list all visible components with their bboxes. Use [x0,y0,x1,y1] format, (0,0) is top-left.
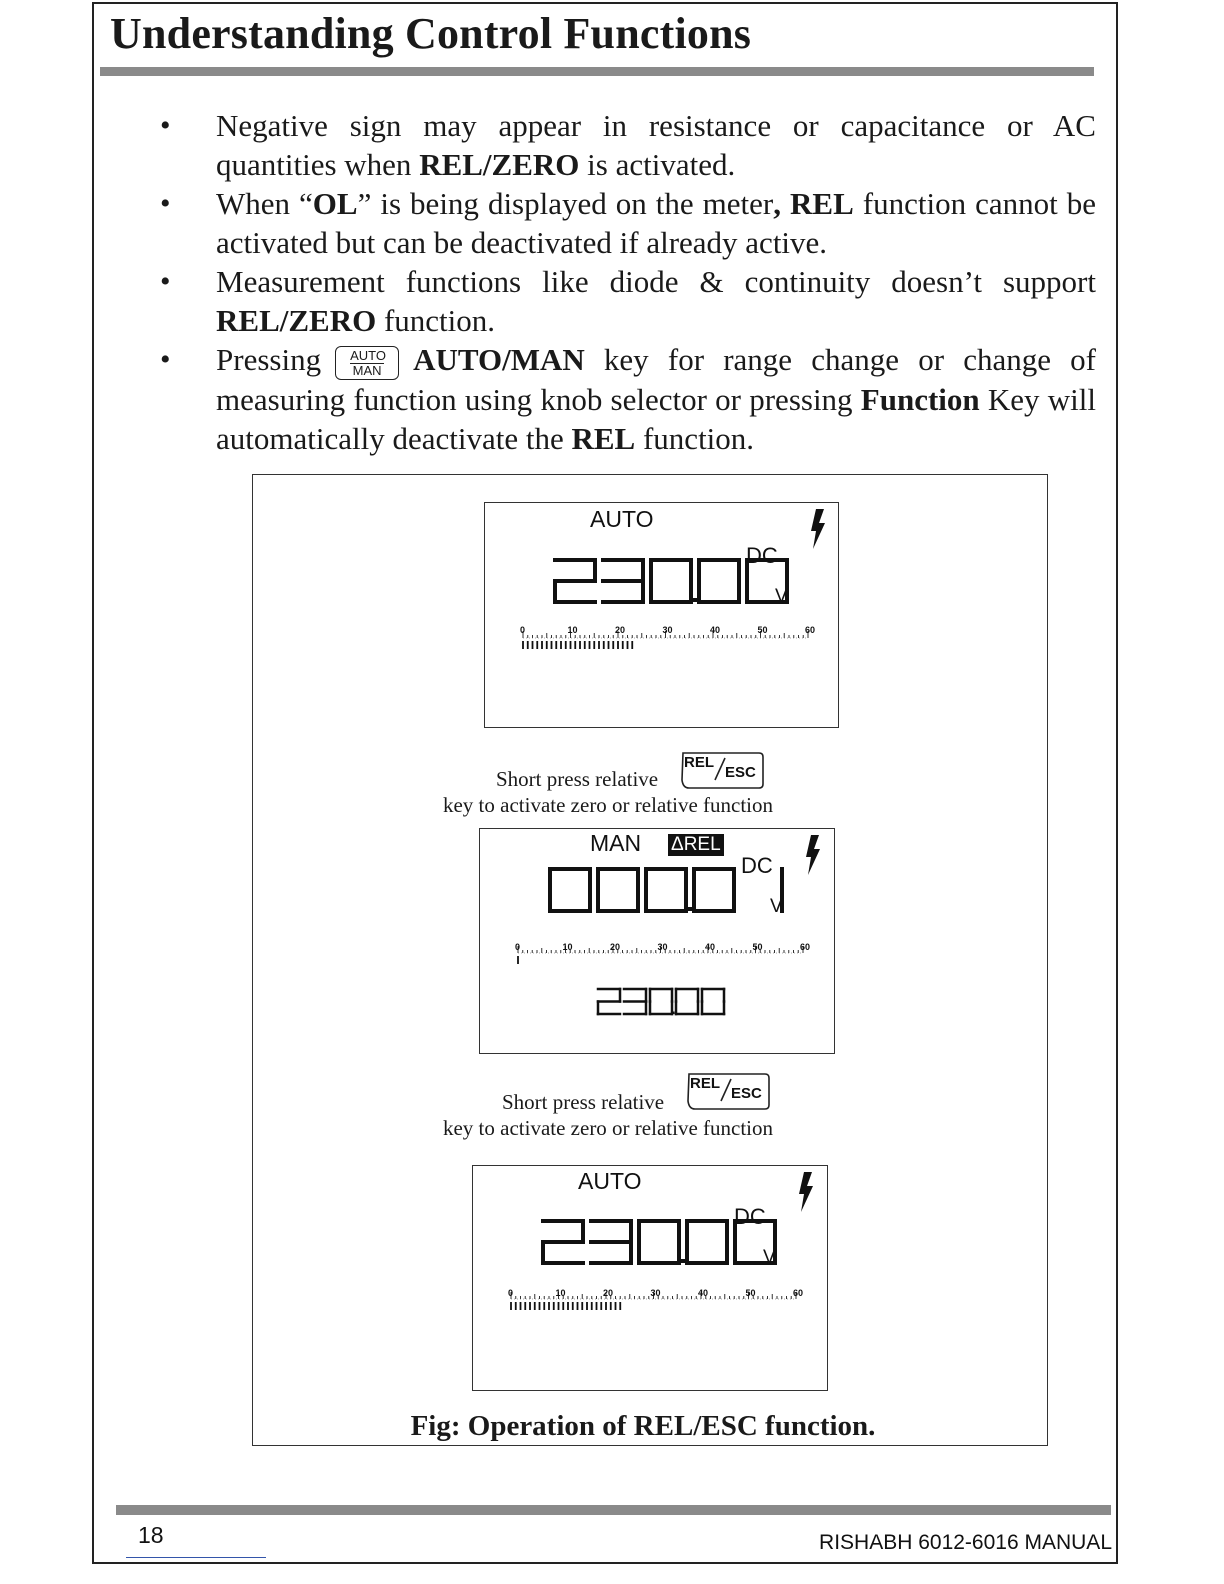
seven-segment-digit [687,1221,727,1263]
bargraph-segment [548,1302,550,1310]
bargraph-segment [584,641,586,649]
bullet-text: Pressing [216,342,322,377]
scale-tick-label: 10 [562,942,573,952]
lcd-display-2 [479,828,835,1054]
page-title: Understanding Control Functions [110,9,752,58]
caption-line-1: Short press relative [502,1090,665,1114]
bullet-item [160,106,1096,184]
bullet-bold-text: REL [571,421,636,456]
scale-tick-label: 30 [662,625,673,635]
bargraph-segment [615,1302,617,1310]
seven-segment-digit [598,869,638,911]
seven-segment-digit [543,1221,583,1263]
bargraph-segment [608,641,610,649]
high-voltage-bolt-icon [806,835,820,875]
bargraph-segment [541,641,543,649]
bullet-bold-text: REL/ZERO [419,147,580,182]
seven-segment-digit [550,869,590,911]
bargraph-segment [591,1302,593,1310]
scale-tick-label: 0 [520,625,526,635]
manual-name: RISHABH 6012-6016 MANUAL [819,1531,1112,1554]
bargraph-segment [603,641,605,649]
lcd-unit-label: V [763,1247,776,1268]
bargraph-segment [534,1302,536,1310]
high-voltage-bolt-icon [811,509,825,549]
bullet-text: function cannot be activated but can be deactivated if already active. [216,186,1097,260]
lcd-mode-label: MAN [590,830,642,856]
bullet-text: is activated. [579,147,736,182]
lcd-mode-label: AUTO [578,1168,642,1194]
page-number-underline [126,1557,266,1558]
lcd-coupling-label: DC [741,853,773,878]
bargraph-segment [617,641,619,649]
bargraph-segment [627,641,629,649]
bargraph-segment [605,1302,607,1310]
lcd-display-3 [472,1165,828,1391]
bullet-bold-text: Function [860,382,980,417]
seven-segment-digit [646,869,686,911]
bargraph-segment [579,641,581,649]
decimal-point [672,1012,675,1015]
seven-segment-digit [555,560,595,602]
bargraph-segment [581,1302,583,1310]
scale-tick-label: 10 [567,625,578,635]
seven-segment-digit [676,989,698,1014]
scale-tick-label: 50 [752,942,763,952]
seven-segment-digit [702,989,724,1014]
bargraph-segment [543,1302,545,1310]
scale-tick-label: 40 [698,1288,709,1298]
bullet-dot-icon: • [160,265,171,298]
key-left-label: REL [690,1075,720,1092]
scale-tick-label: 30 [650,1288,661,1298]
bargraph-segment [600,1302,602,1310]
bargraph-segment [515,1302,517,1310]
bargraph-segment [631,641,633,649]
scale-tick-label: 50 [757,625,768,635]
bargraph-segment [577,1302,579,1310]
bargraph-segment [574,641,576,649]
bargraph-segment [553,1302,555,1310]
key-top-label: AUTO [350,348,386,363]
bullet-dot-icon: • [160,343,171,376]
bullet-dot-icon: • [160,109,171,142]
bargraph-segment [524,1302,526,1310]
seven-segment-digit [603,560,643,602]
bargraph-segment [622,641,624,649]
decimal-point [681,1259,685,1263]
lcd-mode-label: AUTO [590,506,654,532]
decimal-point [688,907,692,911]
key-bottom-label: MAN [352,363,382,378]
scale-tick-label: 50 [745,1288,756,1298]
seven-segment-digit [699,560,739,602]
bullet-text: function. [635,421,755,456]
bargraph-segment [562,1302,564,1310]
bullet-text: Negative sign may appear in resistance or capacitance or AC quantities when [216,108,1096,182]
bullet-list [160,106,1096,458]
key-right-label: ESC [725,764,756,781]
bullet-bold-text: AUTO/MAN [413,342,585,377]
seven-segment-digit [598,989,620,1014]
bargraph-segment [565,641,567,649]
bullet-text: Measurement functions like diode & continuity doesn’t support [216,264,1096,299]
footer-rule [116,1505,1111,1515]
rel-esc-key-icon [685,1071,771,1113]
bargraph-segment [510,1302,512,1310]
bullet-text: Key will automatically deactivate the [216,382,1096,456]
bargraph-segment [598,641,600,649]
scale-tick-label: 20 [610,942,621,952]
bargraph-segment [596,1302,598,1310]
figure-caption: Fig: Operation of REL/ESC function. [410,1410,876,1442]
decimal-point [693,598,697,602]
caption-line-2: key to activate zero or relative function [442,793,773,817]
bargraph-segment [570,641,572,649]
bargraph-segment [619,1302,621,1310]
bargraph-segment [555,641,557,649]
bullet-bold-text: REL [790,186,854,221]
seven-segment-digit [624,989,646,1014]
key-left-label: REL [684,754,714,771]
bullet-text [781,186,790,221]
caption-line-2: key to activate zero or relative function [442,1116,773,1140]
bargraph-segment [532,641,534,649]
bullet-text: key for range change or change of measuring function using knob selector or pressing [216,342,1096,417]
rel-indicator: ΔREL [668,834,724,856]
bargraph-segment [527,641,529,649]
bargraph-segment [546,641,548,649]
bargraph-segment [567,1302,569,1310]
bargraph-segment [586,1302,588,1310]
bargraph-segment [572,1302,574,1310]
scale-tick-label: 10 [555,1288,566,1298]
bargraph-segment [522,641,524,649]
lcd-graphics [473,1166,829,1392]
rel-esc-key-icon [679,750,765,792]
seven-segment-digit [639,1221,679,1263]
page-number: 18 [138,1522,164,1548]
bargraph-segment [539,1302,541,1310]
scale-tick-label: 0 [515,942,521,952]
bargraph-segment [536,641,538,649]
high-voltage-bolt-icon [799,1172,813,1212]
lcd-unit-label: V [770,896,783,917]
scale-tick-label: 40 [710,625,721,635]
bargraph-segment [589,641,591,649]
bullet-item [160,184,1096,262]
lcd-unit-label: V [775,586,788,607]
bullet-bold-text: OL [312,186,358,221]
seven-segment-digit [651,560,691,602]
bullet-item [160,340,1096,458]
scale-tick-label: 40 [705,942,716,952]
scale-tick-label: 0 [508,1288,514,1298]
seven-segment-digit [650,989,672,1014]
title-rule [100,67,1094,76]
bargraph-segment [520,1302,522,1310]
bullet-text: function. [376,303,496,338]
lcd-graphics [485,503,840,729]
seven-segment-digit [694,869,734,911]
scale-tick-label: 20 [603,1288,614,1298]
bargraph-segment [560,641,562,649]
key-right-label: ESC [731,1085,762,1102]
bargraph-segment [558,1302,560,1310]
bargraph-segment [529,1302,531,1310]
seven-segment-digit [591,1221,631,1263]
bargraph-segment [610,1302,612,1310]
lcd-coupling-label: DC [746,543,778,568]
scale-tick-label: 60 [805,625,816,635]
bargraph-segment [517,956,519,964]
scale-tick-label: 20 [615,625,626,635]
scale-tick-label: 60 [793,1288,804,1298]
scale-tick-label: 30 [657,942,668,952]
bullet-dot-icon: • [160,187,171,220]
bullet-text: ” is being displayed on the meter [357,186,774,221]
bullet-bold-text: , [773,186,781,221]
lcd-display-1 [484,502,839,728]
bullet-item [160,262,1096,340]
bargraph-segment [612,641,614,649]
auto-man-key-icon [335,346,399,380]
bargraph-segment [593,641,595,649]
lcd-coupling-label: DC [734,1204,766,1229]
caption-line-1: Short press relative [496,767,659,791]
bullet-text: When “ [216,186,313,221]
bullet-bold-text: REL/ZERO [216,303,377,338]
scale-tick-label: 60 [800,942,811,952]
bargraph-segment [551,641,553,649]
